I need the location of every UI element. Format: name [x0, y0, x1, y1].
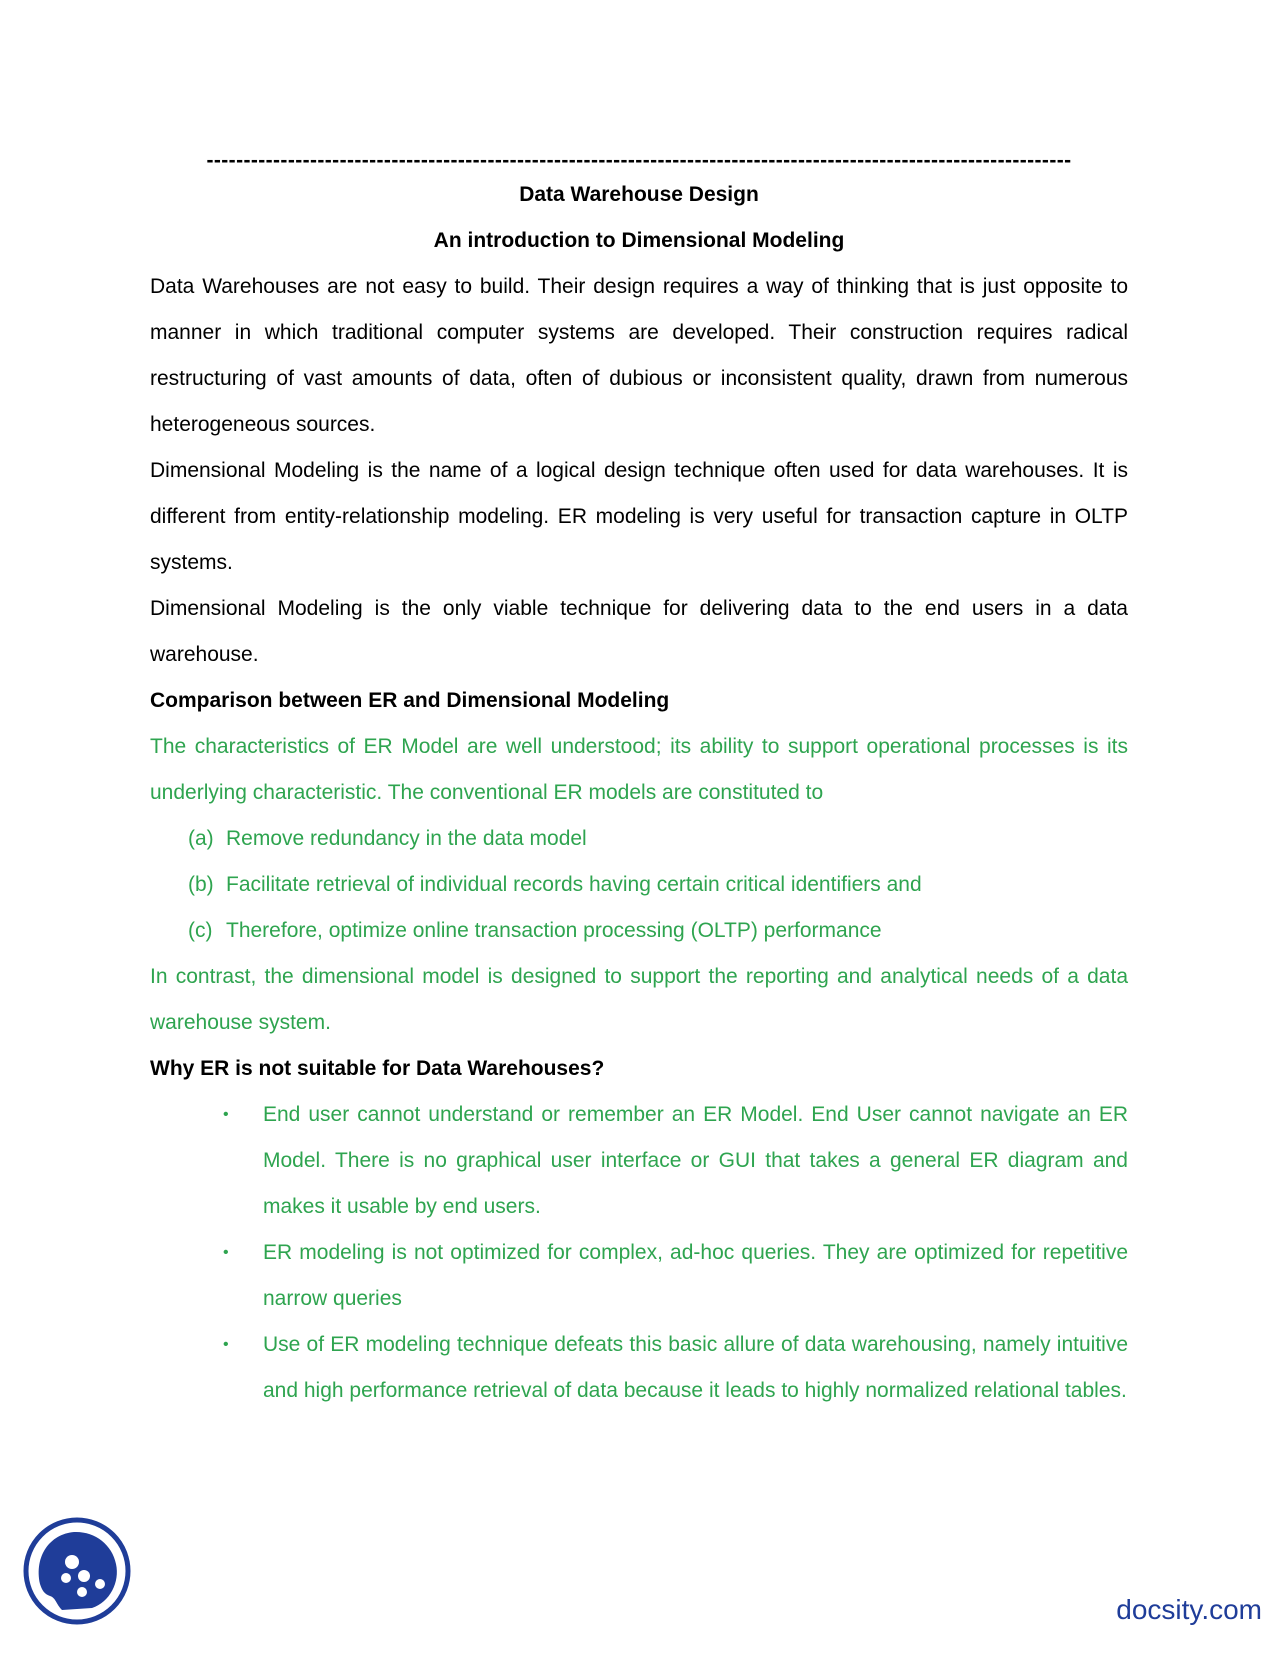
document-title: Data Warehouse Design [519, 183, 759, 206]
list-item-text: Therefore, optimize online transaction processing (OLTP) performance [226, 919, 882, 942]
list-marker: (a) [188, 827, 214, 850]
bullet-text: Use of ER modeling technique defeats this basic allure of data warehousing, namely intuitive and high performance retrieval of data because it leads to highly normalized relational tables. [263, 1333, 1128, 1402]
comparison-list [150, 816, 1128, 954]
comparison-heading: Comparison between ER and Dimensional Modeling [150, 689, 670, 712]
list-marker: (c) [188, 919, 213, 942]
why-bullet-list [150, 1092, 1128, 1414]
header-rule: --------------------------------------------------------------------------------------------------------------------- [206, 150, 1072, 172]
bullet-text: End user cannot understand or remember an ER Model. End User cannot navigate an ER Model. There is no graphical user interface or GUI that takes a general ER diagram and makes it usable by end users. [263, 1103, 1128, 1218]
document-page [150, 150, 1128, 1414]
bullet-icon: • [223, 1244, 229, 1261]
list-item-text: Remove redundancy in the data model [226, 827, 587, 850]
bullet-text: ER modeling is not optimized for complex, ad-hoc queries. They are optimized for repetitive narrow queries [263, 1241, 1128, 1310]
why-bullet-2 [223, 1230, 1128, 1322]
comparison-item-a [188, 816, 1128, 862]
intro-paragraph-3: Dimensional Modeling is the only viable technique for delivering data to the end users in a data warehouse. [150, 597, 1128, 666]
docsity-logo-icon[interactable] [22, 1516, 132, 1626]
list-item-text: Facilitate retrieval of individual records having certain critical identifiers and [226, 873, 922, 896]
comparison-lead: The characteristics of ER Model are well understood; its ability to support operational processes is its underlying characteristic. The conventional ER models are constituted to [150, 735, 1128, 804]
why-heading: Why ER is not suitable for Data Warehouses? [150, 1057, 605, 1080]
why-bullet-1 [223, 1092, 1128, 1230]
intro-paragraph-2: Dimensional Modeling is the name of a logical design technique often used for data warehouses. It is different from entity-relationship modeling. ER modeling is very useful for transaction capture in OLTP systems. [150, 459, 1128, 574]
comparison-item-c [188, 908, 1128, 954]
bullet-icon: • [223, 1336, 229, 1353]
comparison-item-b [188, 862, 1128, 908]
document-subtitle: An introduction to Dimensional Modeling [433, 229, 845, 252]
contrast-paragraph: In contrast, the dimensional model is designed to support the reporting and analytical needs of a data warehouse system. [150, 965, 1128, 1034]
intro-paragraph-1: Data Warehouses are not easy to build. Their design requires a way of thinking that is just opposite to manner in which traditional computer systems are developed. Their construction requires radical restructuring of vast amounts of data, often of dubious or inconsistent quality, drawn from numerous heterogeneous sources. [150, 275, 1128, 436]
why-bullet-3 [223, 1322, 1128, 1414]
bullet-icon: • [223, 1106, 229, 1123]
docsity-brand-link[interactable]: docsity.com [1116, 1594, 1262, 1625]
list-marker: (b) [188, 873, 214, 896]
